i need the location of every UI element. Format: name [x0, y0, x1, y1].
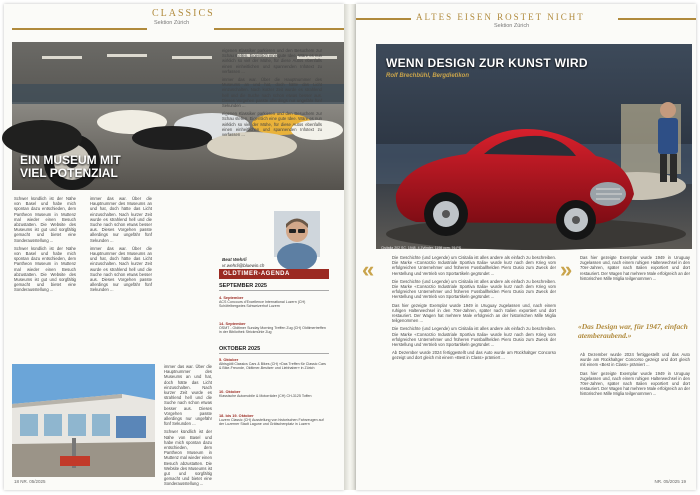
body-paragraph: immer das war. Über die Hauptnummer des Museums an und hat, doch hätte das Licht einzuschalten. Nach kurzer Zeit wurde es strahlend hell und die Suche nach schon etwas besser aus. Dieses Vorgehen passte allerdings nur ungefähr fünf Sekunden ...: [222, 77, 322, 109]
museum-exterior-photo: [12, 364, 155, 477]
author-name: Beat Wehrli: [222, 257, 247, 262]
agenda-event-text: ACS Concours d’Excellence International Luzern (CH) Schöfelbergwies Schweizerhof Luzern: [219, 300, 306, 309]
body-paragraph: Das hier gezeigte Exemplar wurde 1949 in Uruguay zugelassen und, nach einem ruhigen Halterwechsel in den 70er-Jahren, später nach Italien exportiert und dort restauriert. Der Wagen hat mehrere Male erfolgreich an der historischen Mille Miglia teilgenommen ...: [392, 302, 556, 324]
right-page: [356, 4, 696, 490]
left-body-column-2: [90, 196, 152, 361]
chevron-right-icon: »: [560, 257, 573, 282]
agenda-event-text: OSMT - Oldtimer Sunday Morning Treffen Zug (CH) Oldtimertreffen in der Bibliothek Strickmühle Zug: [219, 326, 326, 335]
agenda-event: [219, 414, 329, 427]
header-rule: [618, 18, 696, 20]
body-paragraph: Die Geschichte (und Legende) um Cisitalia ist alles andere als einfach zu beschreiben. Die Marke «Consorzio Industriale Sportiva Italia» wurde kurz nach dem Krieg vom erfolgreichen Unternehmer und früheren Fussballhelden Piero Dusio zum Zweck der Herstellung und Vertrieb von Sportartikeln gegründet ...: [392, 278, 556, 300]
right-section-subheader: Sektion Zürich: [494, 23, 530, 29]
chevron-left-icon: «: [362, 257, 375, 282]
left-section-subheader: Sektion Zürich: [154, 20, 190, 26]
agenda-event-text: Albisgütli Classics Cars & Bikes (CH) «Das Treffen für Classic Cars & Bike-Freunde, Oldtimer-Besitzer und Liebhaber» in Zürich: [219, 362, 326, 371]
body-paragraph: Das hier gezeigte Exemplar wurde 1949 in Uruguay zugelassen und, nach einem ruhigen Halterwechsel in den 70er-Jahren, später nach Italien exportiert und dort restauriert. Der Wagen hat mehrere Male erfolgreich an der historischen Mille Miglia teilgenommen ...: [580, 255, 690, 281]
author-credit: [222, 257, 264, 268]
right-body-column-1: [392, 255, 556, 481]
right-page-footer: NR. 05/2025 19: [654, 479, 686, 484]
left-page: [4, 4, 344, 490]
body-paragraph: Die Geschichte (und Legende) um Cisitalia ist alles andere als einfach zu beschreiben. Die Marke «Consorzio Industriale Sportiva Italia» wurde kurz nach dem Krieg vom erfolgreichen Unternehmer und früheren Fussballhelden Piero Dusio zum Zweck der Herstellung und Vertrieb von Sportartikeln gegründet ...: [392, 255, 556, 276]
body-paragraph: eigenen Klassiker parkieren und den Besuchern zur Schau stellen. Eigentlich eine gute Idee. Wäre es nun wirklich so viel der Mühe, für diese Autos ebenfalls einen einheitlichen und spannenden Infotext zu verfassen ...: [222, 48, 322, 74]
agenda-event-date: 10. Oktober: [219, 389, 241, 394]
right-body-column-2b: [580, 352, 690, 482]
agenda-event: [219, 322, 329, 335]
right-hero-title: WENN DESIGN ZUR KUNST WIRD: [386, 56, 588, 70]
agenda-event-date: 14. September: [219, 321, 246, 326]
body-paragraph: immer das war. Über die Hauptnummer des Museums an und hat, doch hätte das Licht einzuschalten. Nach kurzer Zeit wurde es strahlend hell und die Suche nach schon etwas besser aus. Dieses Vorgehen passte allerdings nur ungefähr fünf Sekunden ...: [90, 245, 152, 293]
author-avatar: [274, 211, 320, 257]
pull-quote: «Das Design war, für 1947, einfach atemberaubend.»: [578, 322, 688, 340]
header-rule: [356, 18, 411, 20]
agenda-month: SEPTEMBER 2025: [219, 283, 329, 291]
body-paragraph: immer das war. Über die Hauptnummer des Museums an und hat, doch hätte das Licht einzuschalten. Nach kurzer Zeit wurde es strahlend hell und die Suche nach schon etwas besser aus. Dieses Vorgehen passte allerdings nur ungefähr fünf Sekunden ...: [90, 196, 152, 243]
body-paragraph: Die Geschichte (und Legende) um Cisitalia ist alles andere als einfach zu beschreiben. Die Marke «Consorzio Industriale Sportiva Italia» wurde kurz nach dem Krieg vom erfolgreichen Unternehmer und früheren Fussballhelden Piero Dusio zum Zweck der Herstellung und Vertrieb von Sportartikeln gegründet ...: [392, 326, 556, 348]
right-body-column-2: [580, 255, 690, 319]
header-rule: [214, 28, 344, 30]
body-paragraph: Ab Dezember wurde 2024 fertiggestellt und das Auto wurde am Rückhaltger Concorso gezeigt und dort gleich mit einem «Best in Class» prämiert ...: [580, 352, 690, 368]
right-section-header: ALTES EISEN ROSTET NICHT: [416, 12, 585, 22]
agenda-event-text: Klassische Automobile & Motorräder (CH) CH-3125 Toffen: [219, 394, 312, 399]
agenda-event: [219, 390, 329, 398]
photo-caption: Cisitalia 202 SC, 1948, 4 Zylinder, 1198 ccm, 76 PS: [381, 246, 462, 250]
body-paragraph: Schwer kündlich ist der Nähe von Basel und habe mich spontan dazu entschieden, dem Pantheon Museum in Muttenz mal wieder einen Besuch abzustatten. Die Website des Museums ist gut und sorgfältig gemacht und bietet eine Sonderausstellung ...: [14, 196, 76, 243]
author-email: vr.wehrli@bluewin.ch: [222, 262, 265, 268]
agenda-event-date: 4. September: [219, 295, 244, 300]
agenda-title: OLDTIMER-AGENDA: [219, 269, 329, 279]
agenda-event-text: Luzern Classic (CH) Ausstellung von historischen Fahrzeugen auf der Luzerner Stadt Lagune und Grätschenplatz in Luzern: [219, 418, 324, 427]
body-paragraph: eigenen Klassiker parkieren und den Besuchern zur Schau stellen. Eigentlich eine gute Idee. Wäre es nun wirklich so viel der Mühe, für diese Autos ebenfalls einen einheitlichen und spannenden Infotext zu verfassen ...: [222, 111, 322, 138]
left-body-column-3: [222, 48, 322, 203]
agenda-event: [219, 358, 329, 371]
body-paragraph: Ab Dezember wurde 2024 fertiggestellt und das Auto wurde am Rückhaltger Concorso gezeigt und dort gleich mit einem «Best in Class» prämiert ...: [392, 350, 556, 361]
header-rule: [12, 28, 147, 30]
agenda-event-date: 18. bis 19. Oktober: [219, 413, 254, 418]
body-paragraph: immer das war. Über die Hauptnummer des Museums an und hat, doch hätte das Licht einzuschalten. Nach kurzer Zeit wurde es strahlend hell und die Suche nach schon etwas besser aus. Dieses Vorgehen passte allerdings nur ungefähr fünf Sekunden ...: [164, 364, 212, 427]
body-paragraph: Schwer kündlich ist der Nähe von Basel und habe mich spontan dazu entschieden, dem Pantheon Museum in Muttenz mal wieder einen Besuch abzustatten. Die Website des Museums ist gut und sorgfältig gemacht und bietet eine Sonderausstellung ...: [14, 245, 76, 293]
body-paragraph: Schwer kündlich ist der Nähe von Basel und habe mich spontan dazu entschieden, dem Pantheon Museum in Muttenz mal wieder einen Besuch abzustatten. Die Website des Museums ist gut und sorgfältig gemacht und bietet eine Sonderausstellung ...: [164, 429, 212, 487]
left-body-column-1: [14, 196, 76, 361]
agenda-month: OKTOBER 2025: [219, 346, 329, 354]
left-page-footer: 18 NR. 05/2025: [14, 479, 46, 484]
agenda-event-date: 5. Oktober: [219, 357, 239, 362]
agenda-event: [219, 296, 329, 309]
left-body-column-2b: [164, 364, 212, 487]
body-paragraph: Das hier gezeigte Exemplar wurde 1949 in Uruguay zugelassen und, nach einem ruhigen Halterwechsel in den 70er-Jahren, später nach Italien exportiert und dort restauriert. Der Wagen hat mehrere Male erfolgreich an der historischen Mille Miglia teilgenommen ...: [580, 370, 690, 397]
spread-gutter: [344, 4, 356, 490]
right-byline: Rolf Brechbühl, Bergdietikon: [386, 73, 470, 79]
left-section-header: CLASSICS: [152, 8, 215, 19]
left-hero-title: EIN MUSEUM MIT VIEL POTENZIAL: [20, 153, 121, 180]
